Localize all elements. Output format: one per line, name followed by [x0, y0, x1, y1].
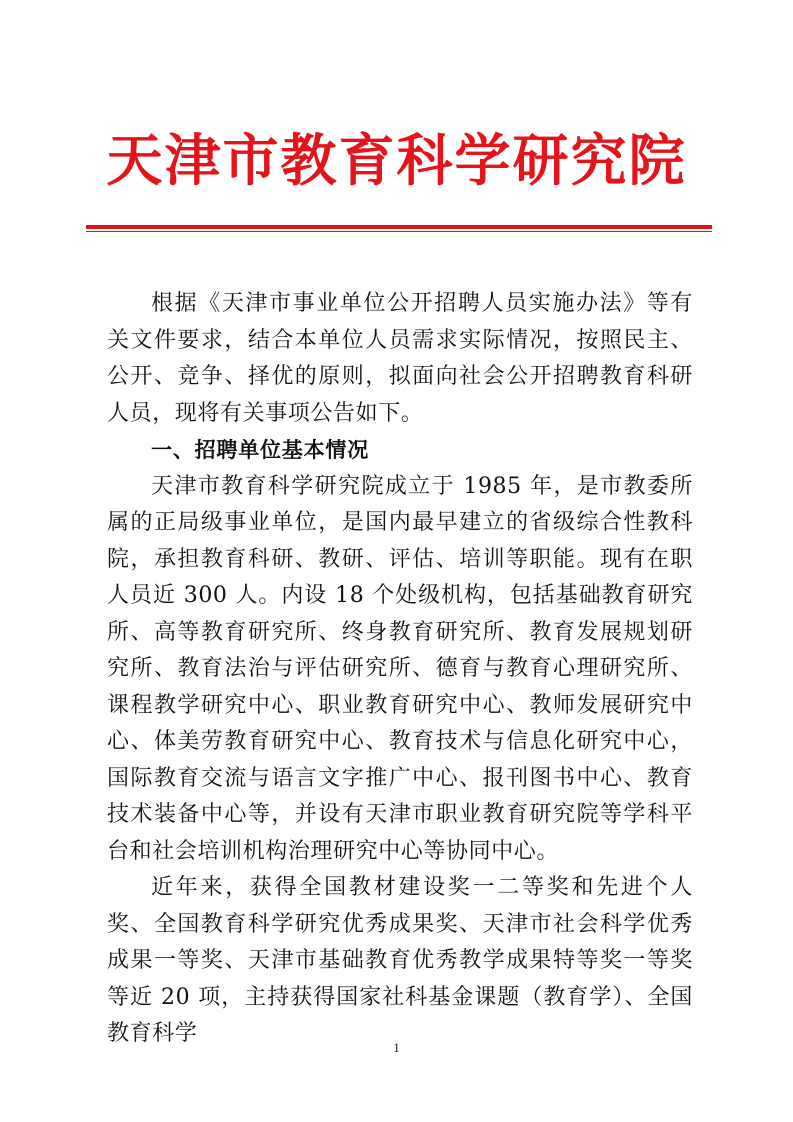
section-paragraph-1: 天津市教育科学研究院成立于 1985 年，是市教委所属的正局级事业单位，是国内最早建立的省级综合性教科院，承担教育科研、教研、评估、培训等职能。现有在职人员近 300 人。内设 18 个处级机构，包括基础教育研究所、高等教育研究所、终身教育研究所、教育发展规划研究所、教育法治与评估研究所、德育与教育心理研究所、课程教学研究中心、职业教育研究中心、教师发展研究中心、体美劳教育研究中心、教育技术与信息化研究中心，国际教育交流与语言文字推广中心、报刊图书中心、教育技术装备中心等，并设有天津市职业教育研究院等学科平台和社会培训机构治理研究中心等协同中心。 [107, 473, 693, 864]
page-number: 1 [393, 1040, 400, 1055]
header-rule-thick [86, 225, 712, 229]
section-paragraph-2: 近年来，获得全国教材建设奖一二等奖和先进个人奖、全国教育科学研究优秀成果奖、天津市社会科学优秀成果一等奖、天津市基础教育优秀教学成果特等奖一等奖等近 20 项，主持获得国家社科基金课题（教育学）、全国教育科学 [107, 875, 693, 1046]
intro-paragraph: 根据《天津市事业单位公开招聘人员实施办法》等有关文件要求，结合本单位人员需求实际情况，按照民主、公开、竞争、择优的原则，拟面向社会公开招聘教育科研人员，现将有关事项公告如下。 [107, 291, 693, 426]
header-rule-thin [86, 231, 712, 232]
document-body [107, 286, 693, 1053]
institution-title: 天津市教育科学研究院 [106, 128, 687, 194]
section-heading: 一、招聘单位基本情况 [151, 438, 369, 462]
